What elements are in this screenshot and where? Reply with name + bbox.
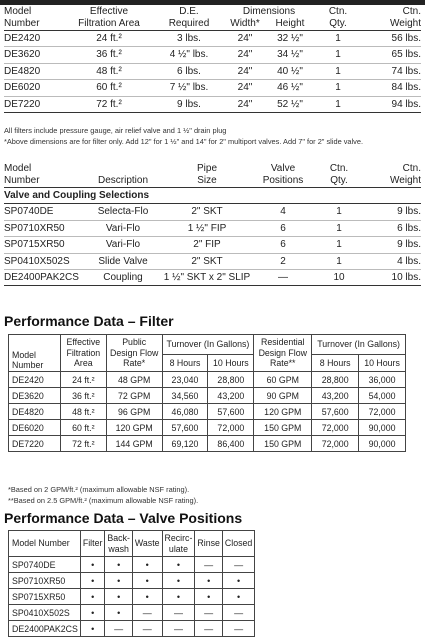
vp-model-cell: SP0715XR50	[9, 589, 81, 605]
perf-cell: 46,080	[162, 404, 208, 420]
perf-cell: 57,600	[312, 404, 359, 420]
vp-mark-cell: •	[195, 573, 223, 589]
col-qty: Qty.	[329, 17, 347, 29]
vcol-valve-2: Positions	[262, 174, 304, 186]
vcol-weight: Weight	[390, 174, 421, 186]
valve-cell: 2" SKT	[162, 204, 252, 220]
perf-cell: 120 GPM	[254, 404, 312, 420]
filter-cell: 84 lbs.	[362, 80, 421, 96]
filter-cell: 9 lbs.	[154, 96, 224, 112]
perf-cell: 90,000	[359, 436, 406, 452]
perf-cell: 34,560	[162, 388, 208, 404]
vp-mark-cell: •	[222, 589, 254, 605]
pf-col-8h: 8 Hours	[162, 355, 208, 372]
perf-cell: DE4820	[9, 404, 61, 420]
vp-mark-cell: •	[132, 573, 162, 589]
vp-mark-cell: •	[132, 589, 162, 605]
vcol-pipe-2: Size	[197, 174, 217, 186]
perf-cell: 48 ft.²	[60, 404, 106, 420]
vp-mark-cell: —	[222, 621, 254, 637]
valve-cell: 1 ½" FIP	[162, 220, 252, 236]
perf-cell: 43,200	[208, 388, 254, 404]
filter-row	[4, 80, 421, 96]
perf-cell: DE6020	[9, 420, 61, 436]
vp-mark-cell: —	[195, 557, 223, 573]
valve-cell: 1	[314, 204, 364, 220]
col-ctnw: Ctn.	[402, 6, 421, 17]
filter-cell: 24"	[224, 80, 266, 96]
vp-header: Waste	[132, 531, 162, 557]
valve-cell: —	[252, 269, 314, 285]
perf-cell: 72,000	[312, 420, 359, 436]
pf-col-10h-b: 10 Hours	[359, 355, 406, 372]
vp-mark-cell: —	[222, 605, 254, 621]
valve-cell: Slide Valve	[84, 253, 162, 269]
valve-cell: 4 lbs.	[364, 253, 421, 269]
perf-row	[9, 404, 406, 420]
vp-row	[9, 573, 255, 589]
perf-row	[9, 420, 406, 436]
valve-cell: 6	[252, 220, 314, 236]
filter-cell: DE7220	[4, 96, 64, 112]
note-1: All filters include pressure gauge, air relief valve and 1 ½" drain plug	[4, 126, 227, 135]
perf-filter-title: Performance Data – Filter	[4, 313, 174, 329]
pf-col-turn1: Turnover (In Gallons)	[162, 335, 254, 355]
pf-col-public: Public Design Flow Rate*	[106, 335, 162, 372]
valve-cell: 10 lbs.	[364, 269, 421, 285]
col-model: Model	[4, 6, 32, 17]
top-rule	[0, 0, 425, 5]
vp-mark-cell: —	[162, 621, 195, 637]
col-weight: Weight	[390, 17, 421, 29]
perf-cell: 36,000	[359, 372, 406, 388]
col-ctn: Ctn.	[328, 6, 348, 17]
filter-cell: 24"	[224, 31, 266, 47]
perf-cell: 48 GPM	[106, 372, 162, 388]
vcol-qty: Qty.	[330, 174, 348, 186]
perf-cell: 36 ft.²	[60, 388, 106, 404]
perf-cell: 28,800	[312, 372, 359, 388]
vp-header: Back-wash	[105, 531, 133, 557]
perf-cell: 72,000	[208, 420, 254, 436]
filter-cell: 24"	[224, 63, 266, 79]
filter-cell: 24"	[224, 47, 266, 63]
filter-cell: 6 lbs.	[154, 63, 224, 79]
vp-model-cell: SP0710XR50	[9, 573, 81, 589]
pf-col-eff: Effective Filtration Area	[60, 335, 106, 372]
vp-header: Closed	[222, 531, 254, 557]
filter-cell: 1	[314, 63, 362, 79]
filter-cell: 48 ft.²	[64, 63, 154, 79]
valve-spec-table	[4, 163, 421, 286]
vp-mark-cell: —	[222, 557, 254, 573]
filter-cell: 74 lbs.	[362, 63, 421, 79]
filter-row	[4, 96, 421, 112]
pf-col-turn2: Turnover (In Gallons)	[312, 335, 406, 355]
valve-row	[4, 237, 421, 253]
valve-cell: 4	[252, 204, 314, 220]
valve-cell: 9 lbs.	[364, 204, 421, 220]
perf-cell: 57,600	[208, 404, 254, 420]
perf-cell: 60 ft.²	[60, 420, 106, 436]
valve-cell: 2" SKT	[162, 253, 252, 269]
perf-cell: 72 GPM	[106, 388, 162, 404]
valve-row	[4, 253, 421, 269]
filter-cell: 4 ½" lbs.	[154, 47, 224, 63]
perf-cell: 60 GPM	[254, 372, 312, 388]
filter-cell: 24 ft.²	[64, 31, 154, 47]
perf-cell: 144 GPM	[106, 436, 162, 452]
filter-row	[4, 47, 421, 63]
valve-cell: SP0740DE	[4, 204, 84, 220]
filter-cell: 40 ½"	[266, 63, 314, 79]
vp-mark-cell: •	[222, 573, 254, 589]
filter-header-row-2	[4, 18, 421, 30]
filter-cell: 1	[314, 31, 362, 47]
vp-mark-cell: •	[162, 573, 195, 589]
vp-mark-cell: —	[105, 621, 133, 637]
col-eff: Effective	[89, 6, 129, 17]
vp-mark-cell: •	[80, 605, 105, 621]
perf-cell: 150 GPM	[254, 436, 312, 452]
perf-row	[9, 372, 406, 388]
valve-row	[4, 220, 421, 236]
perf-cell: 86,400	[208, 436, 254, 452]
filter-cell: 1	[314, 96, 362, 112]
filter-cell: 60 ft.²	[64, 80, 154, 96]
vp-mark-cell: •	[132, 557, 162, 573]
filter-cell: 65 lbs.	[362, 47, 421, 63]
perf-notes	[8, 485, 425, 506]
perf-cell: 72 ft.²	[60, 436, 106, 452]
filter-row	[4, 31, 421, 47]
vcol-desc	[84, 163, 162, 175]
perf-note-2: **Based on 2.5 GPM/ft.² (maximum allowable NSF rating).	[8, 495, 199, 505]
perf-cell: 57,600	[162, 420, 208, 436]
perf-note-1: *Based on 2 GPM/ft.² (maximum allowable NSF rating).	[8, 485, 190, 494]
vp-mark-cell: —	[132, 605, 162, 621]
perf-cell: 150 GPM	[254, 420, 312, 436]
vp-mark-cell: •	[162, 557, 195, 573]
vp-row	[9, 589, 255, 605]
pf-col-10h: 10 Hours	[208, 355, 254, 372]
vcol-valve: Valve	[270, 163, 296, 174]
filter-cell: 36 ft.²	[64, 47, 154, 63]
perf-cell: 28,800	[208, 372, 254, 388]
pf-col-res: Residential Design Flow Rate**	[254, 335, 312, 372]
valve-cell: 1	[314, 253, 364, 269]
filter-notes	[4, 126, 421, 147]
vp-mark-cell: •	[105, 557, 133, 573]
valve-section-label: Valve and Coupling Selections	[4, 188, 421, 204]
perf-cell: 72,000	[359, 404, 406, 420]
vp-mark-cell: •	[162, 589, 195, 605]
vp-mark-cell: —	[195, 605, 223, 621]
perf-cell: 69,120	[162, 436, 208, 452]
perf-row	[9, 388, 406, 404]
perf-cell: DE3620	[9, 388, 61, 404]
perf-cell: 43,200	[312, 388, 359, 404]
vp-header: Filter	[80, 531, 105, 557]
vcol-model: Model	[4, 163, 32, 174]
filter-cell: 46 ½"	[266, 80, 314, 96]
valve-row	[4, 204, 421, 220]
vp-row	[9, 557, 255, 573]
filter-header-row-1	[4, 6, 421, 18]
vcol-ctn: Ctn.	[329, 163, 349, 174]
vp-mark-cell: •	[80, 557, 105, 573]
valve-row	[4, 269, 421, 285]
vp-mark-cell: •	[80, 573, 105, 589]
vcol-ctnw: Ctn.	[402, 163, 421, 174]
valve-positions-table	[8, 530, 255, 637]
perf-cell: 54,000	[359, 388, 406, 404]
col-de: D.E.	[179, 6, 199, 17]
valve-cell: 1 ½" SKT x 2" SLIP	[162, 269, 252, 285]
vp-mark-cell: •	[105, 605, 133, 621]
valve-cell: 1	[314, 220, 364, 236]
valve-cell: 2	[252, 253, 314, 269]
filter-cell: DE3620	[4, 47, 64, 63]
vp-mark-cell: •	[80, 621, 105, 637]
valve-cell: SP0715XR50	[4, 237, 84, 253]
perf-row	[9, 436, 406, 452]
filter-cell: DE4820	[4, 63, 64, 79]
valve-cell: DE2400PAK2CS	[4, 269, 84, 285]
note-2: *Above dimensions are for filter only. Add 12" for 1 ½" and 14" for 2" multiport valves. Add 7" for 2" slide valve.	[4, 136, 364, 146]
vp-mark-cell: •	[80, 589, 105, 605]
perf-cell: 24 ft.²	[60, 372, 106, 388]
filter-cell: DE6020	[4, 80, 64, 96]
filter-cell: 52 ½"	[266, 96, 314, 112]
col-height: Height	[275, 17, 305, 29]
vp-mark-cell: —	[162, 605, 195, 621]
valve-cell: Vari-Flo	[84, 220, 162, 236]
valve-cell: Coupling	[84, 269, 162, 285]
valve-cell: 9 lbs.	[364, 237, 421, 253]
perf-cell: 120 GPM	[106, 420, 162, 436]
filter-cell: DE2420	[4, 31, 64, 47]
vp-model-cell: SP0740DE	[9, 557, 81, 573]
filter-cell: 1	[314, 80, 362, 96]
valve-section-row	[4, 188, 421, 204]
filter-cell: 24"	[224, 96, 266, 112]
vp-row	[9, 605, 255, 621]
col-width: Width*	[230, 17, 260, 29]
filter-cell: 34 ½"	[266, 47, 314, 63]
filter-spec-table	[4, 6, 421, 113]
vcol-pipe: Pipe	[196, 163, 217, 174]
filter-row	[4, 63, 421, 79]
vp-mark-cell: •	[195, 589, 223, 605]
perf-cell: 23,040	[162, 372, 208, 388]
vp-model-cell: DE2400PAK2CS	[9, 621, 81, 637]
valve-cell: 10	[314, 269, 364, 285]
vcol-model-2: Number	[4, 174, 40, 186]
perf-cell: DE2420	[9, 372, 61, 388]
vp-mark-cell: —	[132, 621, 162, 637]
valve-cell: SP0710XR50	[4, 220, 84, 236]
perf-cell: 96 GPM	[106, 404, 162, 420]
col-eff-2: Filtration Area	[78, 17, 140, 29]
col-model-2: Number	[4, 17, 40, 29]
col-dim: Dimensions	[242, 6, 296, 17]
valve-cell: 2" FIP	[162, 237, 252, 253]
perf-filter-table	[8, 334, 406, 452]
vp-mark-cell: —	[195, 621, 223, 637]
perf-cell: 72,000	[312, 436, 359, 452]
perf-cell: 90,000	[359, 420, 406, 436]
col-de-2: Required	[168, 17, 210, 29]
vp-mark-cell: •	[105, 589, 133, 605]
valve-cell: 6 lbs.	[364, 220, 421, 236]
filter-cell: 3 lbs.	[154, 31, 224, 47]
filter-cell: 7 ½" lbs.	[154, 80, 224, 96]
vp-header: Model Number	[9, 531, 81, 557]
pf-col-model: Model Number	[9, 335, 61, 372]
filter-cell: 56 lbs.	[362, 31, 421, 47]
vp-model-cell: SP0410X502S	[9, 605, 81, 621]
vp-header: Recirc-ulate	[162, 531, 195, 557]
perf-cell: 90 GPM	[254, 388, 312, 404]
valve-cell: Selecta-Flo	[84, 204, 162, 220]
filter-cell: 94 lbs.	[362, 96, 421, 112]
pf-col-8h-b: 8 Hours	[312, 355, 359, 372]
perf-cell: DE7220	[9, 436, 61, 452]
filter-cell: 72 ft.²	[64, 96, 154, 112]
vp-mark-cell: •	[105, 573, 133, 589]
valve-cell: SP0410X502S	[4, 253, 84, 269]
vp-header: Rinse	[195, 531, 223, 557]
valve-cell: Vari-Flo	[84, 237, 162, 253]
filter-cell: 1	[314, 47, 362, 63]
valve-cell: 1	[314, 237, 364, 253]
valve-cell: 6	[252, 237, 314, 253]
filter-cell: 32 ½"	[266, 31, 314, 47]
perf-valve-title: Performance Data – Valve Positions	[4, 510, 243, 526]
vcol-desc-2: Description	[97, 174, 149, 186]
